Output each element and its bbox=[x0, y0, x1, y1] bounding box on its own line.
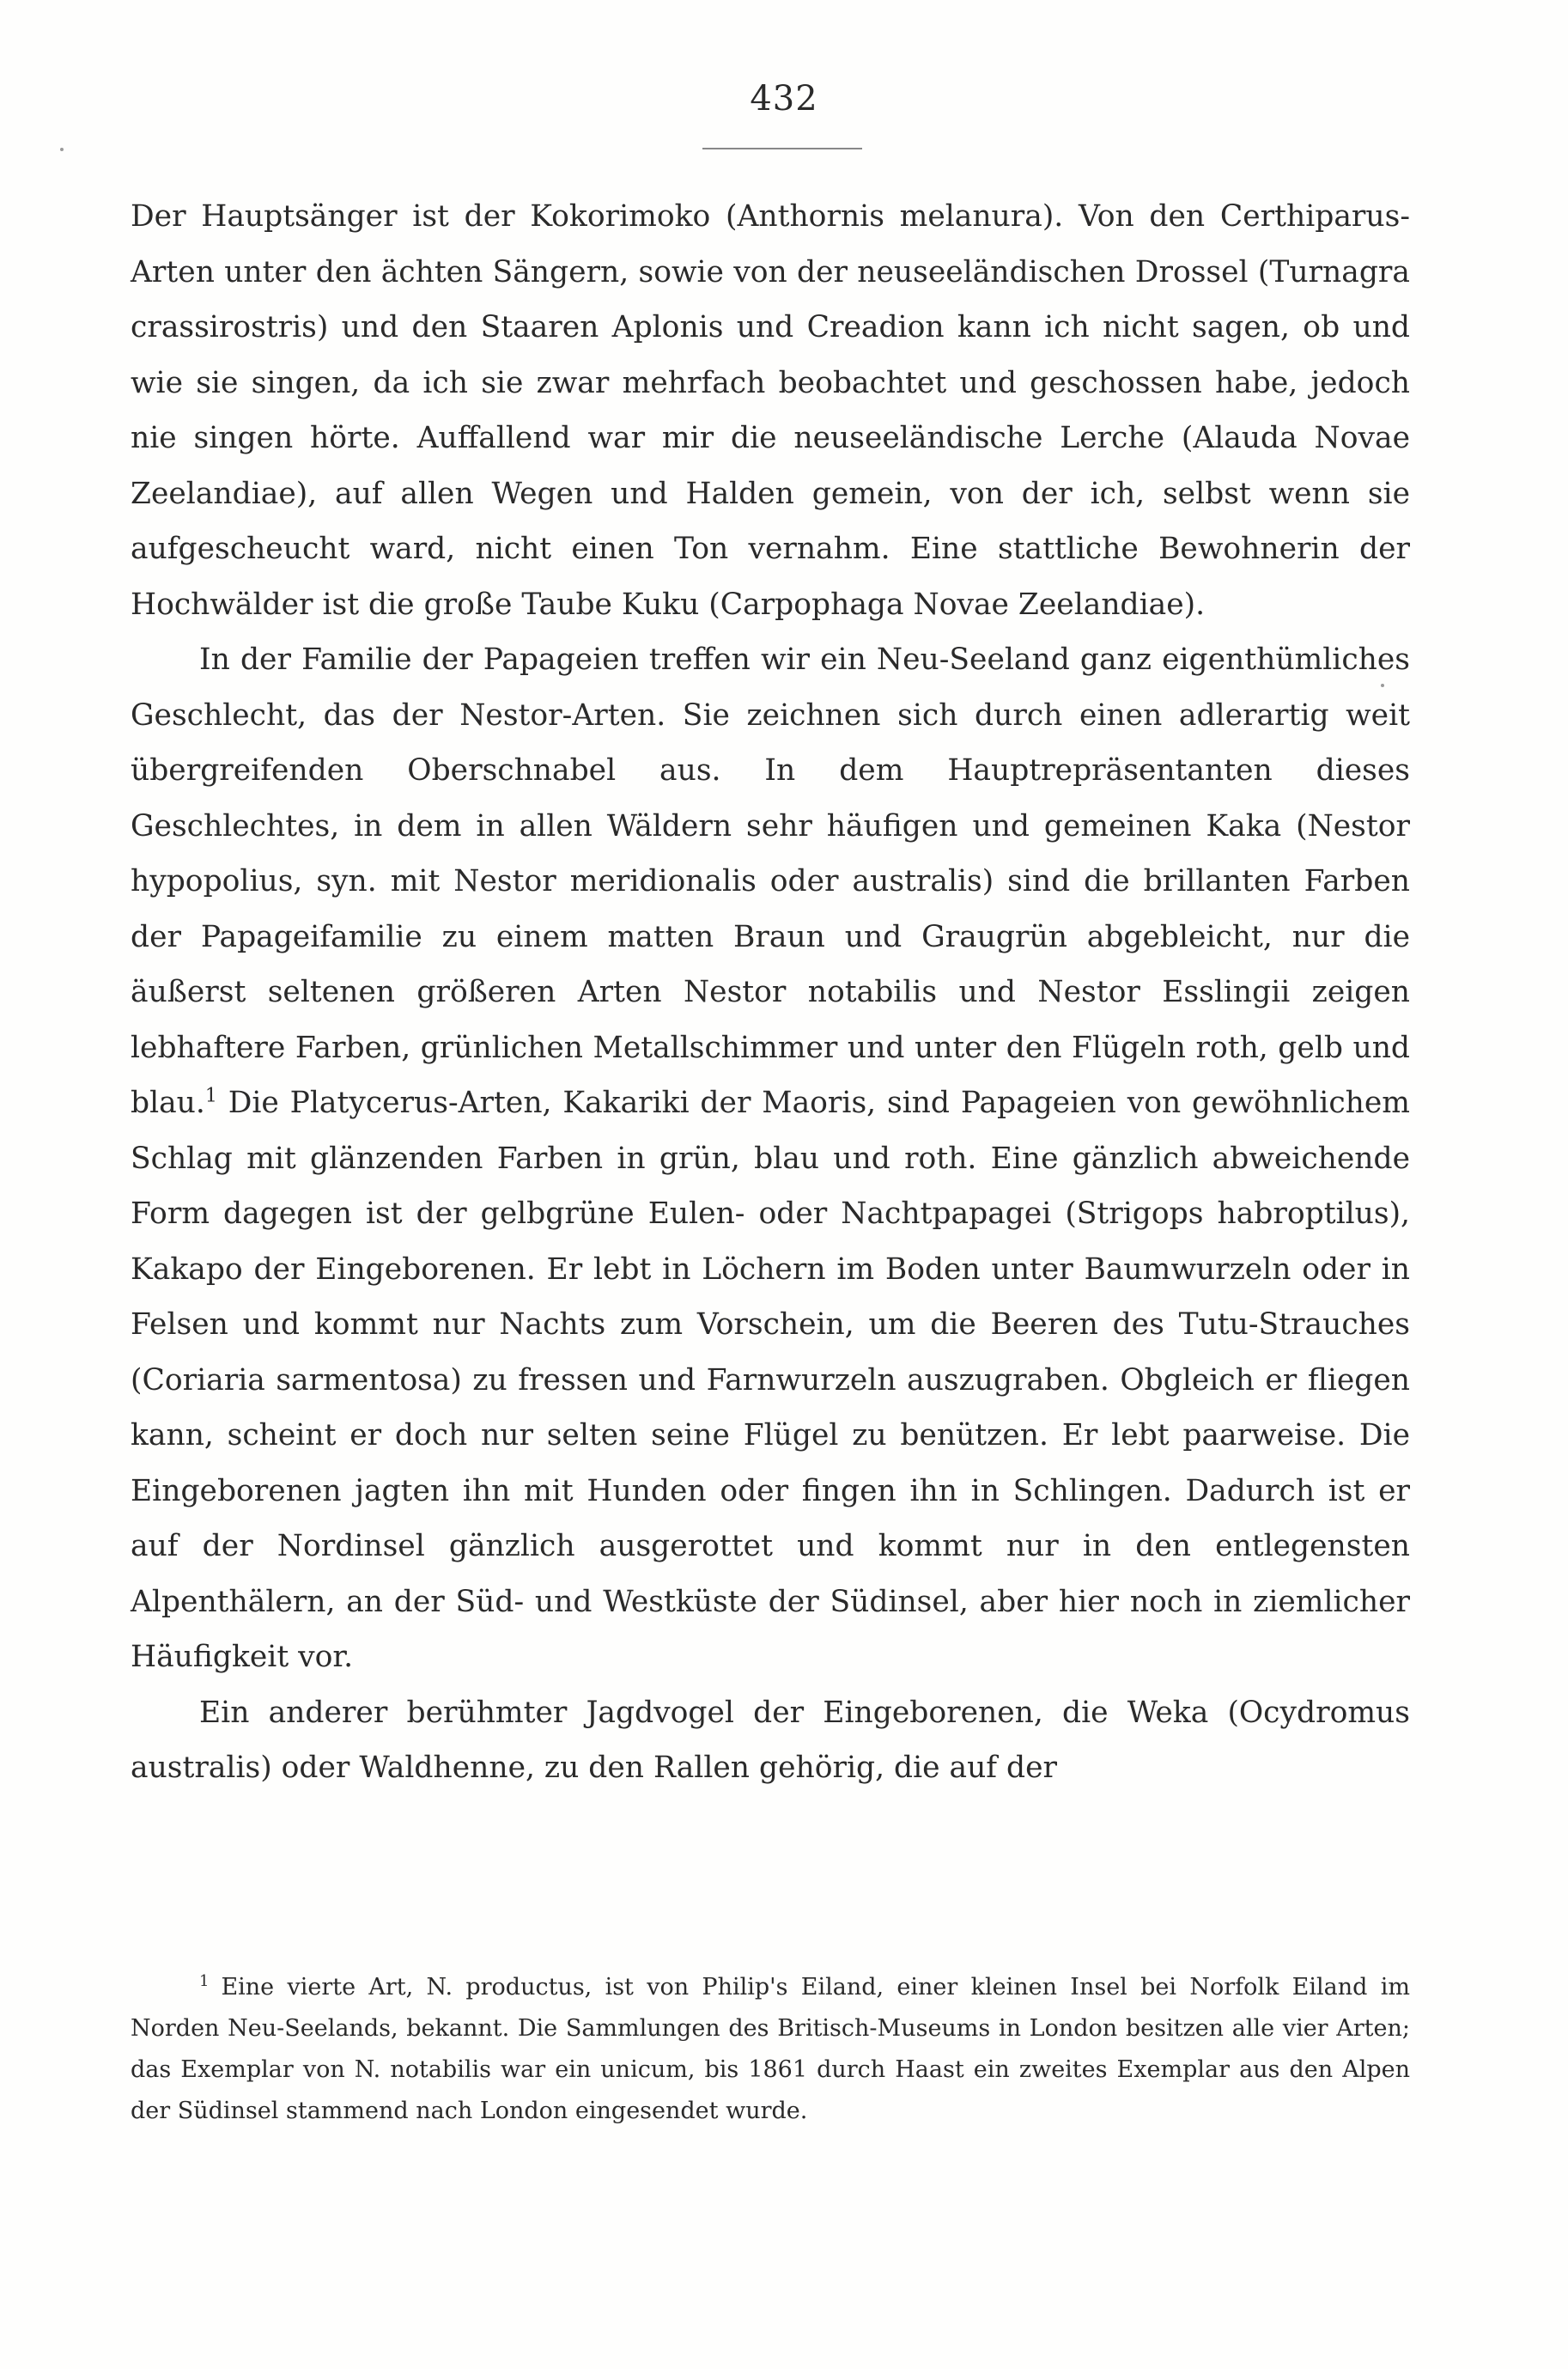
header-rule bbox=[702, 148, 862, 149]
page-number: 432 bbox=[750, 79, 818, 119]
footnotes bbox=[131, 1967, 1410, 2132]
paragraph-text: In der Familie der Papageien treffen wir ein Neu-Seeland ganz eigenthümliches Geschlecht, das der Nestor-Arten. Sie zeichnen sich durch einen adlerartig weit übergreifenden Oberschnabel aus. In dem Hauptrepräsentanten dieses Geschlechtes, in dem in allen Wäldern sehr häufigen und gemeinen Kaka (Nestor hypopolius, syn. mit Nestor meridionalis oder australis) sind die brillanten Farben der Papageifamilie zu einem matten Braun und Graugrün abgebleicht, nur die äußerst seltenen größeren Arten Nestor notabilis und Nestor Esslingii zeigen lebhaftere Farben, grünlichen Metallschimmer und unter den Flügeln roth, gelb und blau. bbox=[131, 642, 1410, 1120]
stray-ink-mark bbox=[60, 148, 64, 151]
paragraph bbox=[131, 632, 1410, 1685]
paragraph-continuation: Die Platycerus-Arten, Kakariki der Maoris, sind Papageien von gewöhnlichem Schlag mit glänzenden Farben in grün, blau und roth. Eine gänzlich abweichende Form dagegen ist der gelbgrüne Eulen- oder Nachtpapagei (Strigops habroptilus), Kakapo der Eingeborenen. Er lebt in Löchern im Boden unter Baumwurzeln oder in Felsen und kommt nur Nachts zum Vorschein, um die Beeren des Tutu-Strauches (Coriaria sarmentosa) zu fressen und Farnwurzeln auszugraben. Obgleich er fliegen kann, scheint er doch nur selten seine Flügel zu benützen. Er lebt paarweise. Die Eingeborenen jagten ihn mit Hunden oder fingen ihn in Schlingen. Dadurch ist er auf der Nordinsel gänzlich ausgerottet und kommt nur in den entlegensten Alpenthälern, an der Süd- und Westküste der Südinsel, aber hier noch in ziemlicher Häufigkeit vor. bbox=[131, 1086, 1410, 1674]
footnote-text: Eine vierte Art, N. productus, ist von Philip's Eiland, einer kleinen Insel bei Norfolk Eiland im Norden Neu-Seelands, bekannt. Die Sammlungen des Britisch-Museums in London besitzen alle vier Arten; das Exemplar von N. notabilis war ein unicum, bis 1861 durch Haast ein zweites Exemplar aus den Alpen der Südinsel stammend nach London eingesendet wurde. bbox=[131, 1974, 1410, 2124]
footnote-reference: 1 bbox=[204, 1085, 217, 1107]
footnote-marker: 1 bbox=[199, 1972, 210, 1990]
footnote bbox=[131, 1967, 1410, 2132]
paragraph: Der Hauptsänger ist der Kokorimoko (Anthornis melanura). Von den Certhiparus-Arten unter den ächten Sängern, sowie von der neuseeländischen Drossel (Turnagra crassirostris) und den Staaren Aplonis und Creadion kann ich nicht sagen, ob und wie sie singen, da ich sie zwar mehrfach beobachtet und geschossen habe, jedoch nie singen hörte. Auffallend war mir die neuseeländische Lerche (Alauda Novae Zeelandiae), auf allen Wegen und Halden gemein, von der ich, selbst wenn sie aufgescheucht ward, nicht einen Ton vernahm. Eine stattliche Bewohnerin der Hochwälder ist die große Taube Kuku (Carpophaga Novae Zeelandiae). bbox=[131, 199, 1410, 622]
paragraph: Ein anderer berühmter Jagdvogel der Eingeborenen, die Weka (Ocydromus australis) oder Waldhenne, zu den Rallen gehörig, die auf der bbox=[131, 1695, 1410, 1785]
main-text bbox=[131, 189, 1410, 1796]
